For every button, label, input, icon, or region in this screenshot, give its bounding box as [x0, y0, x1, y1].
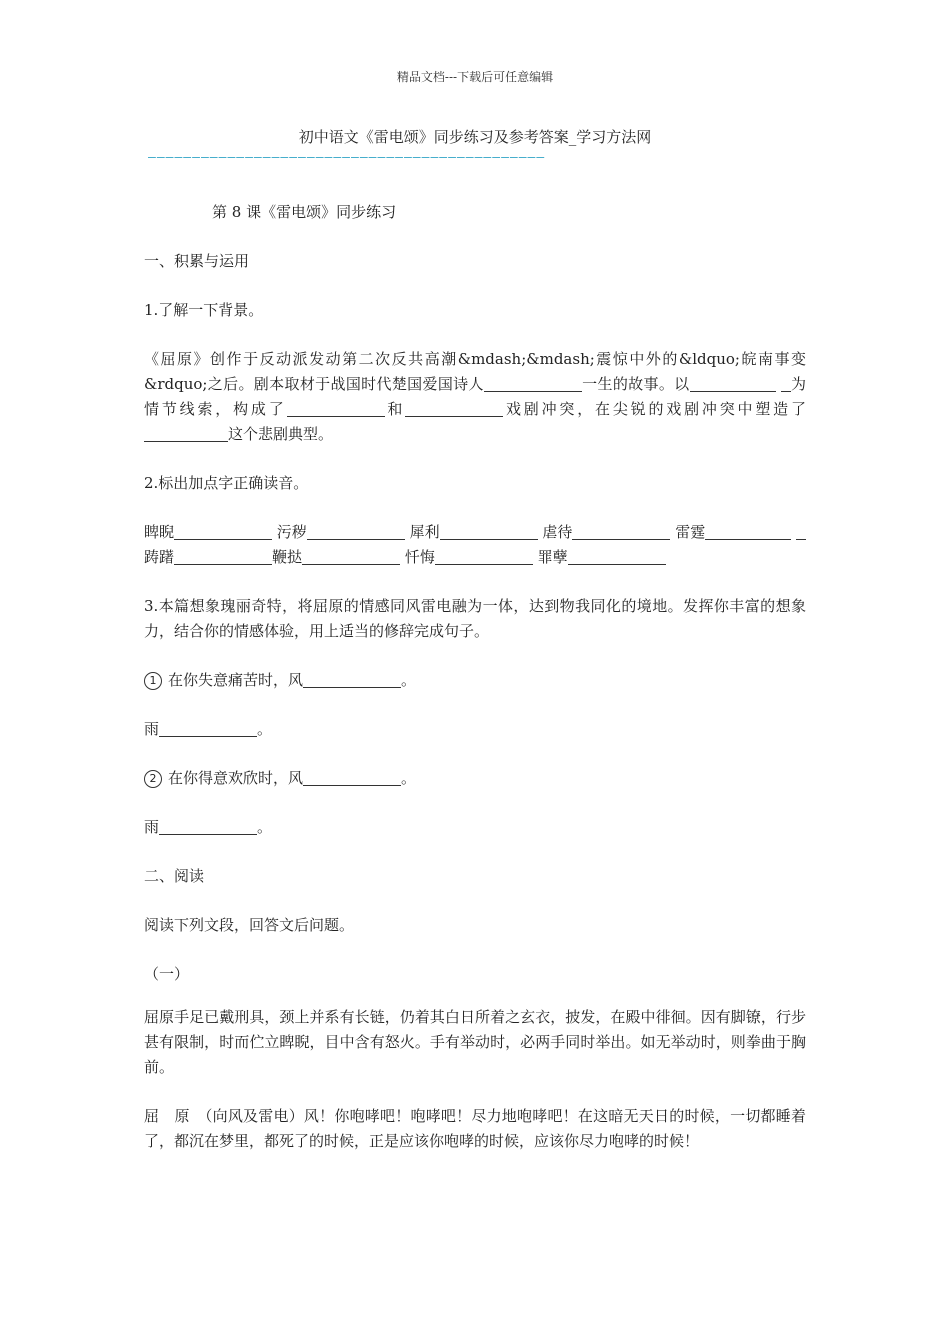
- item-text: 在你失意痛苦时，风: [168, 671, 304, 689]
- word: 雷霆: [675, 523, 706, 541]
- answer-blank[interactable]: [302, 548, 400, 565]
- answer-blank[interactable]: [159, 818, 257, 835]
- reading-intro: 阅读下列文段，回答文后问题。: [144, 916, 355, 934]
- answer-blank[interactable]: [144, 425, 228, 442]
- question-3-rain-2: [144, 815, 806, 840]
- q1-text-6: 这个悲剧典型。: [228, 425, 334, 443]
- document-body: [144, 200, 806, 1178]
- q1-text-3: 为情节线索，构成了: [144, 375, 806, 418]
- answer-blank[interactable]: [781, 375, 791, 392]
- question-3-item-2: [144, 766, 806, 791]
- answer-blank[interactable]: [303, 671, 401, 688]
- answer-blank[interactable]: [435, 548, 533, 565]
- answer-blank[interactable]: [307, 523, 405, 540]
- answer-blank[interactable]: [303, 769, 401, 786]
- answer-blank[interactable]: [568, 548, 666, 565]
- passage-paragraph-2: 屈 原 （向风及雷电）风！你咆哮吧！咆哮吧！尽力地咆哮吧！在这暗无天日的时候，一切都睡着了，都沉在梦里，都死了的时候，正是应该你咆哮的时候，应该你尽力咆哮的时候！: [144, 1107, 806, 1150]
- question-2-words: [144, 520, 806, 570]
- answer-blank[interactable]: [287, 400, 385, 417]
- word: 睥睨: [144, 523, 175, 541]
- answer-blank[interactable]: [572, 523, 670, 540]
- passage-paragraph-1: 屈原手足已戴刑具，颈上并系有长链，仍着其白日所着之玄衣，披发，在殿中徘徊。因有脚镣，行步甚有限制，时而伫立睥睨，目中含有怒火。手有举动时，必两手同时举出。如无举动时，则拳曲于胸前。: [144, 1008, 806, 1076]
- period: 。: [401, 769, 417, 787]
- answer-blank[interactable]: [796, 523, 806, 540]
- period: 。: [257, 720, 273, 738]
- section-heading-2: 二、阅读: [144, 867, 205, 885]
- rain-label: 雨: [144, 720, 160, 738]
- q1-text-2: 一生的故事。以: [581, 375, 690, 393]
- period: 。: [257, 818, 273, 836]
- question-1-body: [144, 347, 806, 447]
- question-3-item-1: [144, 668, 806, 693]
- word: 鞭挞: [272, 548, 303, 566]
- q1-text-1: 《屈原》创作于反动派发动第二次反共高潮&mdash;&mdash;震惊中外的&ldquo;皖南事变&rdquo;之后。剧本取材于战国时代楚国爱国诗人: [144, 350, 806, 393]
- answer-blank[interactable]: [159, 720, 257, 737]
- q1-text-4: 和: [384, 400, 406, 418]
- answer-blank[interactable]: [690, 375, 776, 392]
- word: 犀利: [409, 523, 440, 541]
- part-label: （一）: [144, 965, 190, 983]
- answer-blank[interactable]: [484, 375, 582, 392]
- word: 忏悔: [404, 548, 435, 566]
- question-2-heading: 2.标出加点字正确读音。: [144, 474, 309, 492]
- section-heading-1: 一、积累与运用: [144, 252, 250, 270]
- item-text: 在你得意欢欣时，风: [168, 769, 304, 787]
- circled-number: 1: [144, 672, 162, 690]
- word: 污秽: [276, 523, 307, 541]
- period: 。: [401, 671, 417, 689]
- q1-text-5: 戏剧冲突，在尖锐的戏剧冲突中塑造了: [503, 400, 806, 418]
- question-1-heading: 1.了解一下背景。: [144, 301, 264, 319]
- question-3-rain-1: [144, 717, 806, 742]
- answer-blank[interactable]: [705, 523, 791, 540]
- word: 罪孽: [537, 548, 568, 566]
- word: 踌躇: [144, 548, 175, 566]
- document-title: 初中语文《雷电颂》同步练习及参考答案_学习方法网: [298, 128, 652, 146]
- circled-number: 2: [144, 770, 162, 788]
- answer-blank[interactable]: [174, 523, 272, 540]
- dashed-divider: —————————————————————————————————————————————: [148, 150, 546, 165]
- question-3-heading: 3.本篇想象瑰丽奇特，将屈原的情感同风雷电融为一体，达到物我同化的境地。发挥你丰富的想象力，结合你的情感体验，用上适当的修辞完成句子。: [144, 597, 806, 640]
- answer-blank[interactable]: [440, 523, 538, 540]
- answer-blank[interactable]: [174, 548, 272, 565]
- lesson-title: 第 8 课《雷电颂》同步练习: [212, 203, 397, 221]
- answer-blank[interactable]: [405, 400, 503, 417]
- rain-label: 雨: [144, 818, 160, 836]
- word: 虐待: [542, 523, 573, 541]
- header-note: 精品文档---下载后可任意编辑: [396, 70, 554, 84]
